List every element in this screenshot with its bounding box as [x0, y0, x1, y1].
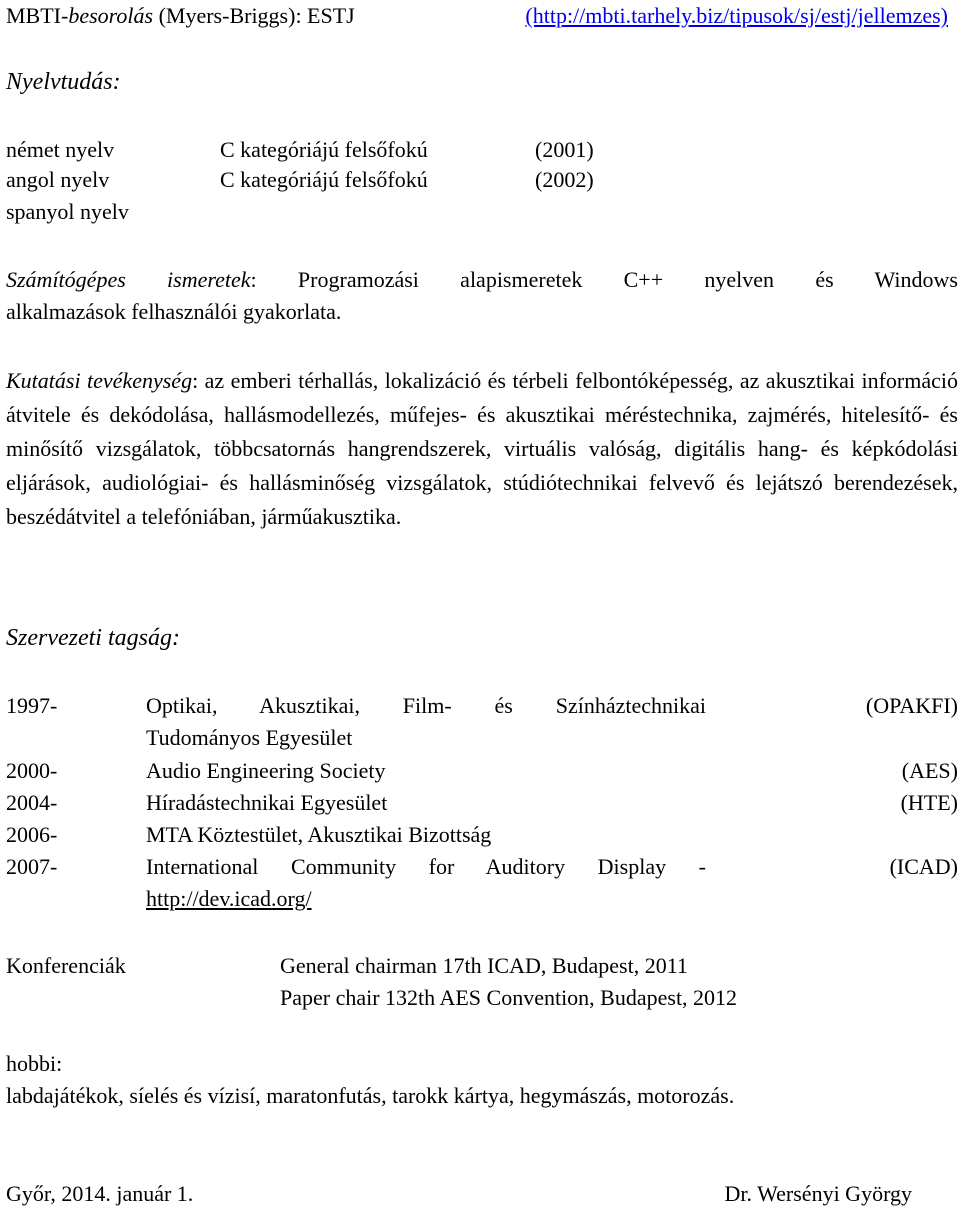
language-year: (2001): [535, 137, 594, 162]
membership-row-cont: [6, 722, 958, 754]
hobby-heading: hobbi:: [6, 1051, 63, 1076]
membership-row-cont: [6, 883, 958, 915]
research-text: : az emberi térhallás, lokalizáció és térbeli felbontóképesség, az akusztikai információ átvitele és dekódolása, hallásmodellezés, műfejes- és akusztikai méréstechnika, zajmérés, hitelesítő- és minősítő vizsgálatok, többcsatornás hangrendszerek, virtuális valóság, digitális hang- és képkódolási eljárások, audiológiai- és hallásminőség vizsgálatok, stúdiótechnikai felvevő és lejátszó berendezések, beszédátvitel a telefóniában, járműakusztika.: [6, 368, 958, 529]
mbti-label-prefix: MBTI-: [6, 3, 69, 28]
language-year: (2002): [535, 167, 594, 192]
computer-skills-line2: alkalmazások felhasználói gyakorlata.: [6, 299, 342, 324]
place-date: Győr, 2014. január 1.: [6, 1181, 194, 1206]
mbti-label-italic: besorolás: [68, 3, 154, 28]
mbti-label-suffix: (Myers-Briggs): ESTJ: [153, 3, 355, 28]
membership-row: [6, 787, 958, 819]
membership-row: [6, 690, 958, 722]
membership-org-cont: Tudományos Egyesület: [146, 725, 353, 750]
signature-name: Dr. Wersényi György: [724, 1181, 912, 1206]
membership-year: 2004-: [6, 790, 58, 815]
computer-skills-line1: : Programozási alapismeretek C++ nyelven és Windows: [250, 267, 958, 292]
computer-skills-label: Számítógépes ismeretek: [6, 267, 251, 292]
hobby-text: labdajátékok, síelés és vízisí, maratonfutás, tarokk kártya, hegymászás, motorozás.: [6, 1083, 735, 1108]
membership-abbr: (AES): [901, 758, 958, 783]
membership-row: [6, 851, 958, 883]
language-level: C kategóriájú felsőfokú: [220, 167, 428, 192]
language-level: C kategóriájú felsőfokú: [220, 137, 428, 162]
membership-org: Optikai, Akusztikai, Film- és Színháztechnikai: [146, 693, 706, 718]
membership-org: MTA Köztestület, Akusztikai Bizottság: [146, 822, 492, 847]
language-name: angol nyelv: [6, 167, 110, 192]
membership-row: [6, 819, 958, 851]
language-name: német nyelv: [6, 137, 115, 162]
membership-year: 2006-: [6, 822, 58, 847]
membership-year: 2000-: [6, 758, 58, 783]
mbti-link[interactable]: (http://mbti.tarhely.biz/tipusok/sj/estj/jellemzes): [525, 3, 948, 28]
languages-heading: Nyelvtudás:: [6, 69, 121, 95]
conferences-label: Konferenciák: [6, 953, 126, 978]
conference-item: Paper chair 132th AES Convention, Budapest, 2012: [280, 985, 738, 1010]
membership-org: Híradástechnikai Egyesület: [146, 790, 388, 815]
research-paragraph: [6, 364, 958, 534]
language-name: spanyol nyelv: [6, 199, 129, 224]
computer-skills: [6, 264, 958, 328]
membership-abbr: (HTE): [900, 790, 958, 815]
membership-org: Audio Engineering Society: [146, 758, 386, 783]
membership-year: 1997-: [6, 693, 58, 718]
mbti-line: [6, 0, 355, 32]
membership-row: [6, 755, 958, 787]
icad-link[interactable]: http://dev.icad.org/: [146, 886, 312, 911]
conference-item: General chairman 17th ICAD, Budapest, 2011: [280, 953, 688, 978]
membership-heading: Szervezeti tagság:: [6, 625, 180, 651]
membership-abbr: (OPAKFI): [865, 693, 958, 718]
membership-year: 2007-: [6, 854, 58, 879]
membership-abbr: (ICAD): [889, 854, 958, 879]
membership-org: International Community for Auditory Display -: [146, 854, 706, 879]
research-label: Kutatási tevékenység: [6, 368, 193, 393]
